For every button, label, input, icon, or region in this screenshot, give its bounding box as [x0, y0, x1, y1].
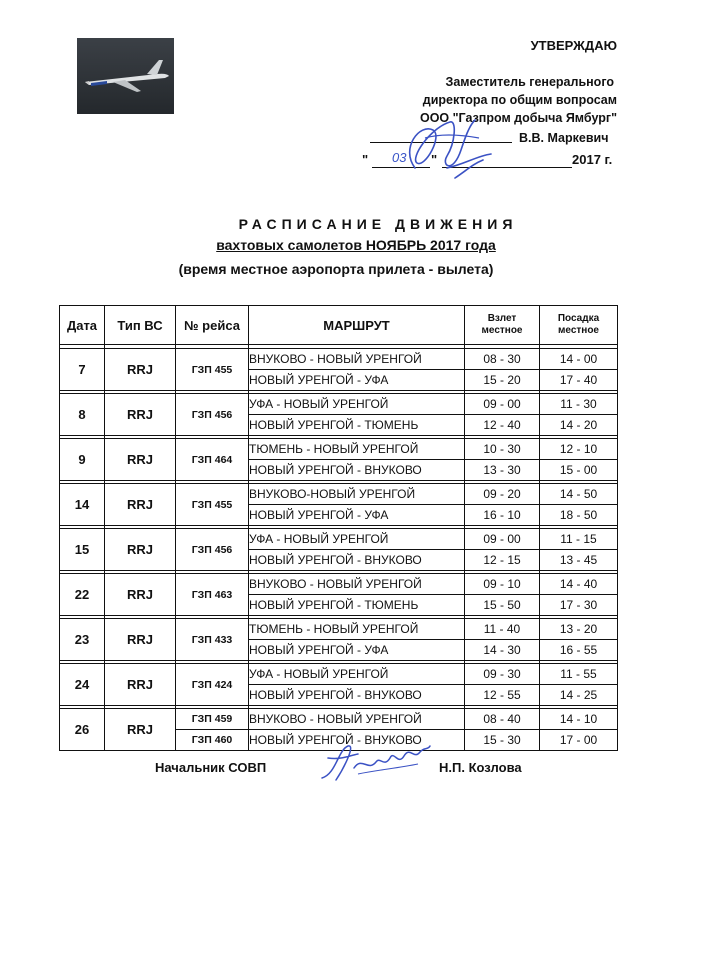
table-row [60, 394, 618, 415]
cell-date: 7 [60, 349, 105, 391]
cell-aircraft-type: RRJ [105, 349, 176, 391]
header-arrival-line1: Посадка [557, 313, 600, 324]
schedule-subtitle: вахтовых самолетов НОЯБРЬ 2017 года [216, 237, 496, 253]
cell-departure-time: 14 - 30 [465, 640, 540, 661]
cell-route: УФА - НОВЫЙ УРЕНГОЙ [249, 529, 465, 550]
cell-flight-number: ГЗП 455 [176, 349, 249, 391]
cell-arrival-time: 13 - 45 [540, 550, 618, 571]
cell-route: НОВЫЙ УРЕНГОЙ - УФА [249, 640, 465, 661]
cell-arrival-time: 14 - 25 [540, 685, 618, 706]
cell-departure-time: 10 - 30 [465, 439, 540, 460]
cell-flight-number: ГЗП 464 [176, 439, 249, 481]
cell-arrival-time: 17 - 30 [540, 595, 618, 616]
cell-date: 24 [60, 664, 105, 706]
cell-arrival-time: 11 - 55 [540, 664, 618, 685]
cell-flight-number: ГЗП 456 [176, 529, 249, 571]
header-departure-line2: местное [481, 325, 523, 336]
cell-arrival-time: 11 - 30 [540, 394, 618, 415]
cell-route: НОВЫЙ УРЕНГОЙ - ВНУКОВО [249, 730, 465, 751]
header-arrival-line2: местное [558, 325, 599, 336]
schedule-note: (время местное аэропорта прилета - вылета) [178, 261, 494, 277]
approval-signer-name: В.В. Маркевич [519, 131, 609, 145]
table-row [60, 484, 618, 505]
cell-flight-number: ГЗП 456 [176, 394, 249, 436]
schedule-table [59, 305, 618, 751]
approval-date-open-quote: " [362, 152, 369, 167]
cell-departure-time: 09 - 00 [465, 394, 540, 415]
cell-arrival-time: 18 - 50 [540, 505, 618, 526]
header-departure [465, 306, 540, 345]
cell-departure-time: 09 - 10 [465, 574, 540, 595]
cell-arrival-time: 14 - 20 [540, 415, 618, 436]
cell-departure-time: 12 - 55 [465, 685, 540, 706]
approval-line-1: Заместитель генерального [445, 75, 614, 89]
cell-aircraft-type: RRJ [105, 574, 176, 616]
cell-departure-time: 08 - 30 [465, 349, 540, 370]
approval-line-2: директора по общим вопросам [422, 93, 617, 107]
cell-departure-time: 16 - 10 [465, 505, 540, 526]
table-row [60, 709, 618, 730]
cell-route: УФА - НОВЫЙ УРЕНГОЙ [249, 394, 465, 415]
schedule-title: РАСПИСАНИЕ ДВИЖЕНИЯ [238, 216, 518, 232]
cell-date: 8 [60, 394, 105, 436]
cell-date: 9 [60, 439, 105, 481]
cell-aircraft-type: RRJ [105, 664, 176, 706]
cell-route: ВНУКОВО - НОВЫЙ УРЕНГОЙ [249, 574, 465, 595]
footer-position: Начальник СОВП [155, 760, 267, 775]
cell-departure-time: 12 - 40 [465, 415, 540, 436]
table-row [60, 529, 618, 550]
cell-arrival-time: 17 - 00 [540, 730, 618, 751]
approval-date-close-quote: " [431, 152, 438, 167]
approval-title: УТВЕРЖДАЮ [530, 38, 617, 53]
cell-route: ВНУКОВО - НОВЫЙ УРЕНГОЙ [249, 709, 465, 730]
cell-route: ТЮМЕНЬ - НОВЫЙ УРЕНГОЙ [249, 619, 465, 640]
table-row [60, 619, 618, 640]
cell-arrival-time: 14 - 50 [540, 484, 618, 505]
cell-date: 22 [60, 574, 105, 616]
table-row [60, 349, 618, 370]
cell-route: ВНУКОВО - НОВЫЙ УРЕНГОЙ [249, 349, 465, 370]
cell-departure-time: 15 - 20 [465, 370, 540, 391]
director-signature [395, 108, 505, 188]
cell-flight-number: ГЗП 433 [176, 619, 249, 661]
cell-departure-time: 09 - 00 [465, 529, 540, 550]
footer-name: Н.П. Козлова [439, 760, 522, 775]
cell-route: НОВЫЙ УРЕНГОЙ - УФА [249, 505, 465, 526]
approval-date-day: 03 [392, 150, 407, 165]
cell-departure-time: 15 - 30 [465, 730, 540, 751]
cell-flight-number: ГЗП 459 [176, 709, 249, 730]
cell-arrival-time: 11 - 15 [540, 529, 618, 550]
header-arrival [540, 306, 618, 345]
cell-route: НОВЫЙ УРЕНГОЙ - ВНУКОВО [249, 685, 465, 706]
cell-arrival-time: 16 - 55 [540, 640, 618, 661]
cell-route: ВНУКОВО-НОВЫЙ УРЕНГОЙ [249, 484, 465, 505]
cell-aircraft-type: RRJ [105, 394, 176, 436]
cell-aircraft-type: RRJ [105, 529, 176, 571]
cell-date: 23 [60, 619, 105, 661]
cell-arrival-time: 13 - 20 [540, 619, 618, 640]
cell-arrival-time: 14 - 40 [540, 574, 618, 595]
head-signature [318, 738, 433, 786]
header-date: Дата [60, 306, 105, 345]
cell-route: ТЮМЕНЬ - НОВЫЙ УРЕНГОЙ [249, 439, 465, 460]
cell-departure-time: 11 - 40 [465, 619, 540, 640]
table-row [60, 439, 618, 460]
header-route: МАРШРУТ [249, 306, 465, 345]
table-row [60, 664, 618, 685]
cell-route: НОВЫЙ УРЕНГОЙ - ВНУКОВО [249, 460, 465, 481]
table-row [60, 574, 618, 595]
cell-flight-number: ГЗП 455 [176, 484, 249, 526]
cell-aircraft-type: RRJ [105, 439, 176, 481]
approval-line-3: ООО "Газпром добыча Ямбург" [419, 111, 617, 125]
cell-departure-time: 09 - 30 [465, 664, 540, 685]
cell-arrival-time: 15 - 00 [540, 460, 618, 481]
cell-flight-number: ГЗП 460 [176, 730, 249, 751]
cell-departure-time: 13 - 30 [465, 460, 540, 481]
cell-route: НОВЫЙ УРЕНГОЙ - ТЮМЕНЬ [249, 415, 465, 436]
cell-arrival-time: 14 - 00 [540, 349, 618, 370]
header-departure-line1: Взлет [487, 313, 517, 324]
cell-flight-number: ГЗП 424 [176, 664, 249, 706]
approval-date-year: 2017 г. [572, 152, 613, 167]
cell-aircraft-type: RRJ [105, 484, 176, 526]
cell-aircraft-type: RRJ [105, 619, 176, 661]
cell-date: 26 [60, 709, 105, 751]
cell-route: УФА - НОВЫЙ УРЕНГОЙ [249, 664, 465, 685]
cell-departure-time: 12 - 15 [465, 550, 540, 571]
cell-aircraft-type: RRJ [105, 709, 176, 751]
cell-route: НОВЫЙ УРЕНГОЙ - ТЮМЕНЬ [249, 595, 465, 616]
cell-date: 14 [60, 484, 105, 526]
header-aircraft-type: Тип ВС [105, 306, 176, 345]
aircraft-photo [77, 38, 174, 114]
cell-flight-number: ГЗП 463 [176, 574, 249, 616]
cell-departure-time: 09 - 20 [465, 484, 540, 505]
cell-arrival-time: 12 - 10 [540, 439, 618, 460]
cell-date: 15 [60, 529, 105, 571]
cell-route: НОВЫЙ УРЕНГОЙ - ВНУКОВО [249, 550, 465, 571]
cell-arrival-time: 14 - 10 [540, 709, 618, 730]
cell-departure-time: 15 - 50 [465, 595, 540, 616]
table-header-row [60, 306, 618, 345]
cell-route: НОВЫЙ УРЕНГОЙ - УФА [249, 370, 465, 391]
cell-departure-time: 08 - 40 [465, 709, 540, 730]
header-flight-number: № рейса [176, 306, 249, 345]
cell-arrival-time: 17 - 40 [540, 370, 618, 391]
